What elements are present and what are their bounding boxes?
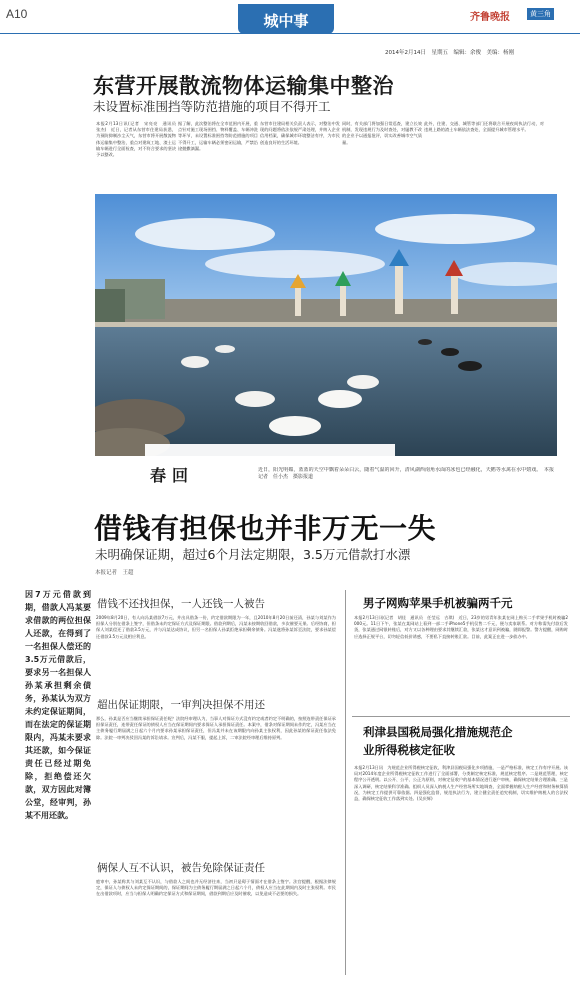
spring-lake-photo [95,194,557,456]
story2-byline: 本报记者 王超 [95,570,134,576]
story1-title: 东营开展散流物体运输集中整治 [93,74,394,98]
story2-h1: 借钱不还找担保，一人还钱一人被告 [97,598,265,610]
paper-logo: 齐鲁晚报 [470,12,510,23]
story2-p3: 庭审中，孙某称其与刘某互不认识，与借款人之间也并无经济往来，当初只是碍于情面才在借条上签字。法官提醒，根据法律规定，保证人与债权人未约定保证期间的，保证期间为主债务履行期届满之日起六个月，债权人应当在此期间内及时主张权利。市民在出借款项时，应当与担保人明确约定保证方式和保证期间，借款到期后应及时催收，以免造成不必要的损失。 [96,879,336,897]
story2-subtitle: 未明确保证期，超过6个月法定期限，3.5万元借款打水漂 [95,547,411,562]
edition-badge: 黄三角 [527,8,554,20]
story2-h3: 俩保人互不认识，被告免除保证责任 [97,862,265,874]
story2-title: 借钱有担保也并非万无一失 [94,512,437,545]
story1-col5: 此外，住建、交通、城管等部门还将联合开展夜间执法行动，对违规上路的渣土车辆依法查处，全面提升城市管理水平。 [424,121,544,133]
story4-title: 利津县国税局强化措施规范企业所得税核定征收 [363,725,513,757]
story2-divider [345,590,346,975]
story2-h2: 超出保证期限，一审判决担保不用还 [97,699,265,711]
story3-body: 本报2月13日讯(记者 胡佳 通讯员 任莹远 吉琪) 近日，23岁的男青年张某在网上购买二手苹果手机时被骗2000元。11日下午，张某在某网站上看到一部二手iPhone5手机仅售二千元，便与卖家联系。对方称需先付款后发货，张某通过网银转账后，对方又以各种理由要求其继续汇款，张某这才意识到被骗，随即报警。警方提醒，网购时应选择正规平台，切勿轻信低价诱惑，不要私下直接转账汇款。目前，此案正在进一步侦办中。 [354,615,568,639]
section-title: 城中事 [263,12,309,30]
header-rule [0,33,580,34]
story4-body: 本报2月13日讯 为规范企业所得税核定征收，利津县国税局强化多项措施，一是严格标准，核定工作有序开展。该局对2014年度企业所得税核定征收工作进行了全面部署，分类制定核定标准，规范核定程序。二是规范管理，核定程序公开透明。以公开、公平、公正为原则，对核定征收户的基本情况进行逐户审核，确保核定结果合理准确。三是深入调研，核定结果科学准确。组织人员深入纳税人生产经营场所实地调查，全面掌握纳税人生产经营和财务核算情况，为核定工作提供可靠依据。四是强化监督，规范执法行为，建立健全责任追究机制，切实维护纳税人的合法权益，确保核定征收工作落到实处。(吴庆辉) [354,765,568,802]
date-line: 2014年2月14日 星期五 编辑：余俊 美编：杨刚 [385,50,514,56]
photo-tag: 春回 [150,466,195,485]
story1-col2: 据了解，此次整治将在全市范围内开展，重点针对施工现场围挡、物料覆盖、车辆冲洗等环节，未设置标准围挡等防范措施的项目不得开工，运输车辆必须密闭运输，严禁沿途抛撒滴漏。 [178,121,258,151]
story2-p1: 2009年8月20日，有人向冯某借款7万元，并出具借条一份，约定借款期限为一年，且2010年8月20日前还清，孙某与刘某作为担保人分别在借条上签字，但借条未约定保证方式及保证期限。借款到期后，冯某未按期收回借款，多次催要无果。后经协商，担保人刘某偿还了借款3.5万元，并与冯某达成协议，但另一名担保人孙某拒绝承担剩余债务。冯某遂将孙某诉至法院，要求孙某偿还借款3.5万元及相应利息。 [96,615,336,639]
story3-title: 男子网购苹果手机被骗两千元 [363,596,513,610]
story1-col3: 东营市住建局相关负责人表示，对整治中发现的问题将依法依规严肃处理，并纳入企业信用档案，确保城市环境整洁有序，为市民创造良好的生活环境。 [260,121,340,145]
photo-caption: 近日，阳光明媚，蓝蓝的天空中飘着朵朵白云，随着气温的回升，清风湖西南角水面的冰也已经融化，天鹅等水禽在水中嬉戏。 本报记者 任小杰 摄影报道 [258,467,554,480]
page-number: A10 [6,7,28,21]
photo-frame [95,194,557,456]
story2-p2: 那么，孙某是否应当继续承担保证责任呢？法院经审理认为，当事人对保证方式没有约定或者约定不明确的，按照连带责任保证承担保证责任，连带责任保证的债权人应当在保证期间内要求保证人承担保证责任。本案中，借条对保证期间未作约定，冯某应当在主债务履行期届满之日起六个月内要求孙某承担保证责任，但冯某并未在该期限内向孙某主张权利，因此孙某的保证责任依法免除。法院一审判决驳回冯某的诉讼请求。宣判后，冯某不服，提起上诉，二审法院经审理后维持原判。 [96,716,336,740]
story1-subtitle: 未设置标准围挡等防范措施的项目不得开工 [93,99,331,114]
story1-col4: 同时，有关部门将加强日常巡查，建立长效机制，发现违规行为及时查处，对屡教不改的企业予以通报批评，切实改善城市空气质量。 [342,121,422,145]
story3-divider [352,716,570,717]
story2-sidebar: 因7万元借款到期，借款人冯某要求借款的两位担保人还款，在得到了一名担保人偿还的3.5万元借款后，要求另一名担保人孙某承担剩余债务，孙某认为双方未约定保证期间，而在法定的保证期限内，冯某未要求其还款，如今保证责任已经过期免除，拒绝偿还欠款，双方因此对簿公堂，经审判，孙某不用还款。 [25,590,91,820]
story1-col1: 本报2月13日讯(记者 宋亮亮 通讯员 张杰) 近日，记者从东营市住建局获悉，为预防抑制沙尘天气，东营市将开展散流物体运输集中整治，重点对建筑工地、渣土运输车辆进行全面检查，对不符合要求的坚决予以整改。 [96,121,176,158]
